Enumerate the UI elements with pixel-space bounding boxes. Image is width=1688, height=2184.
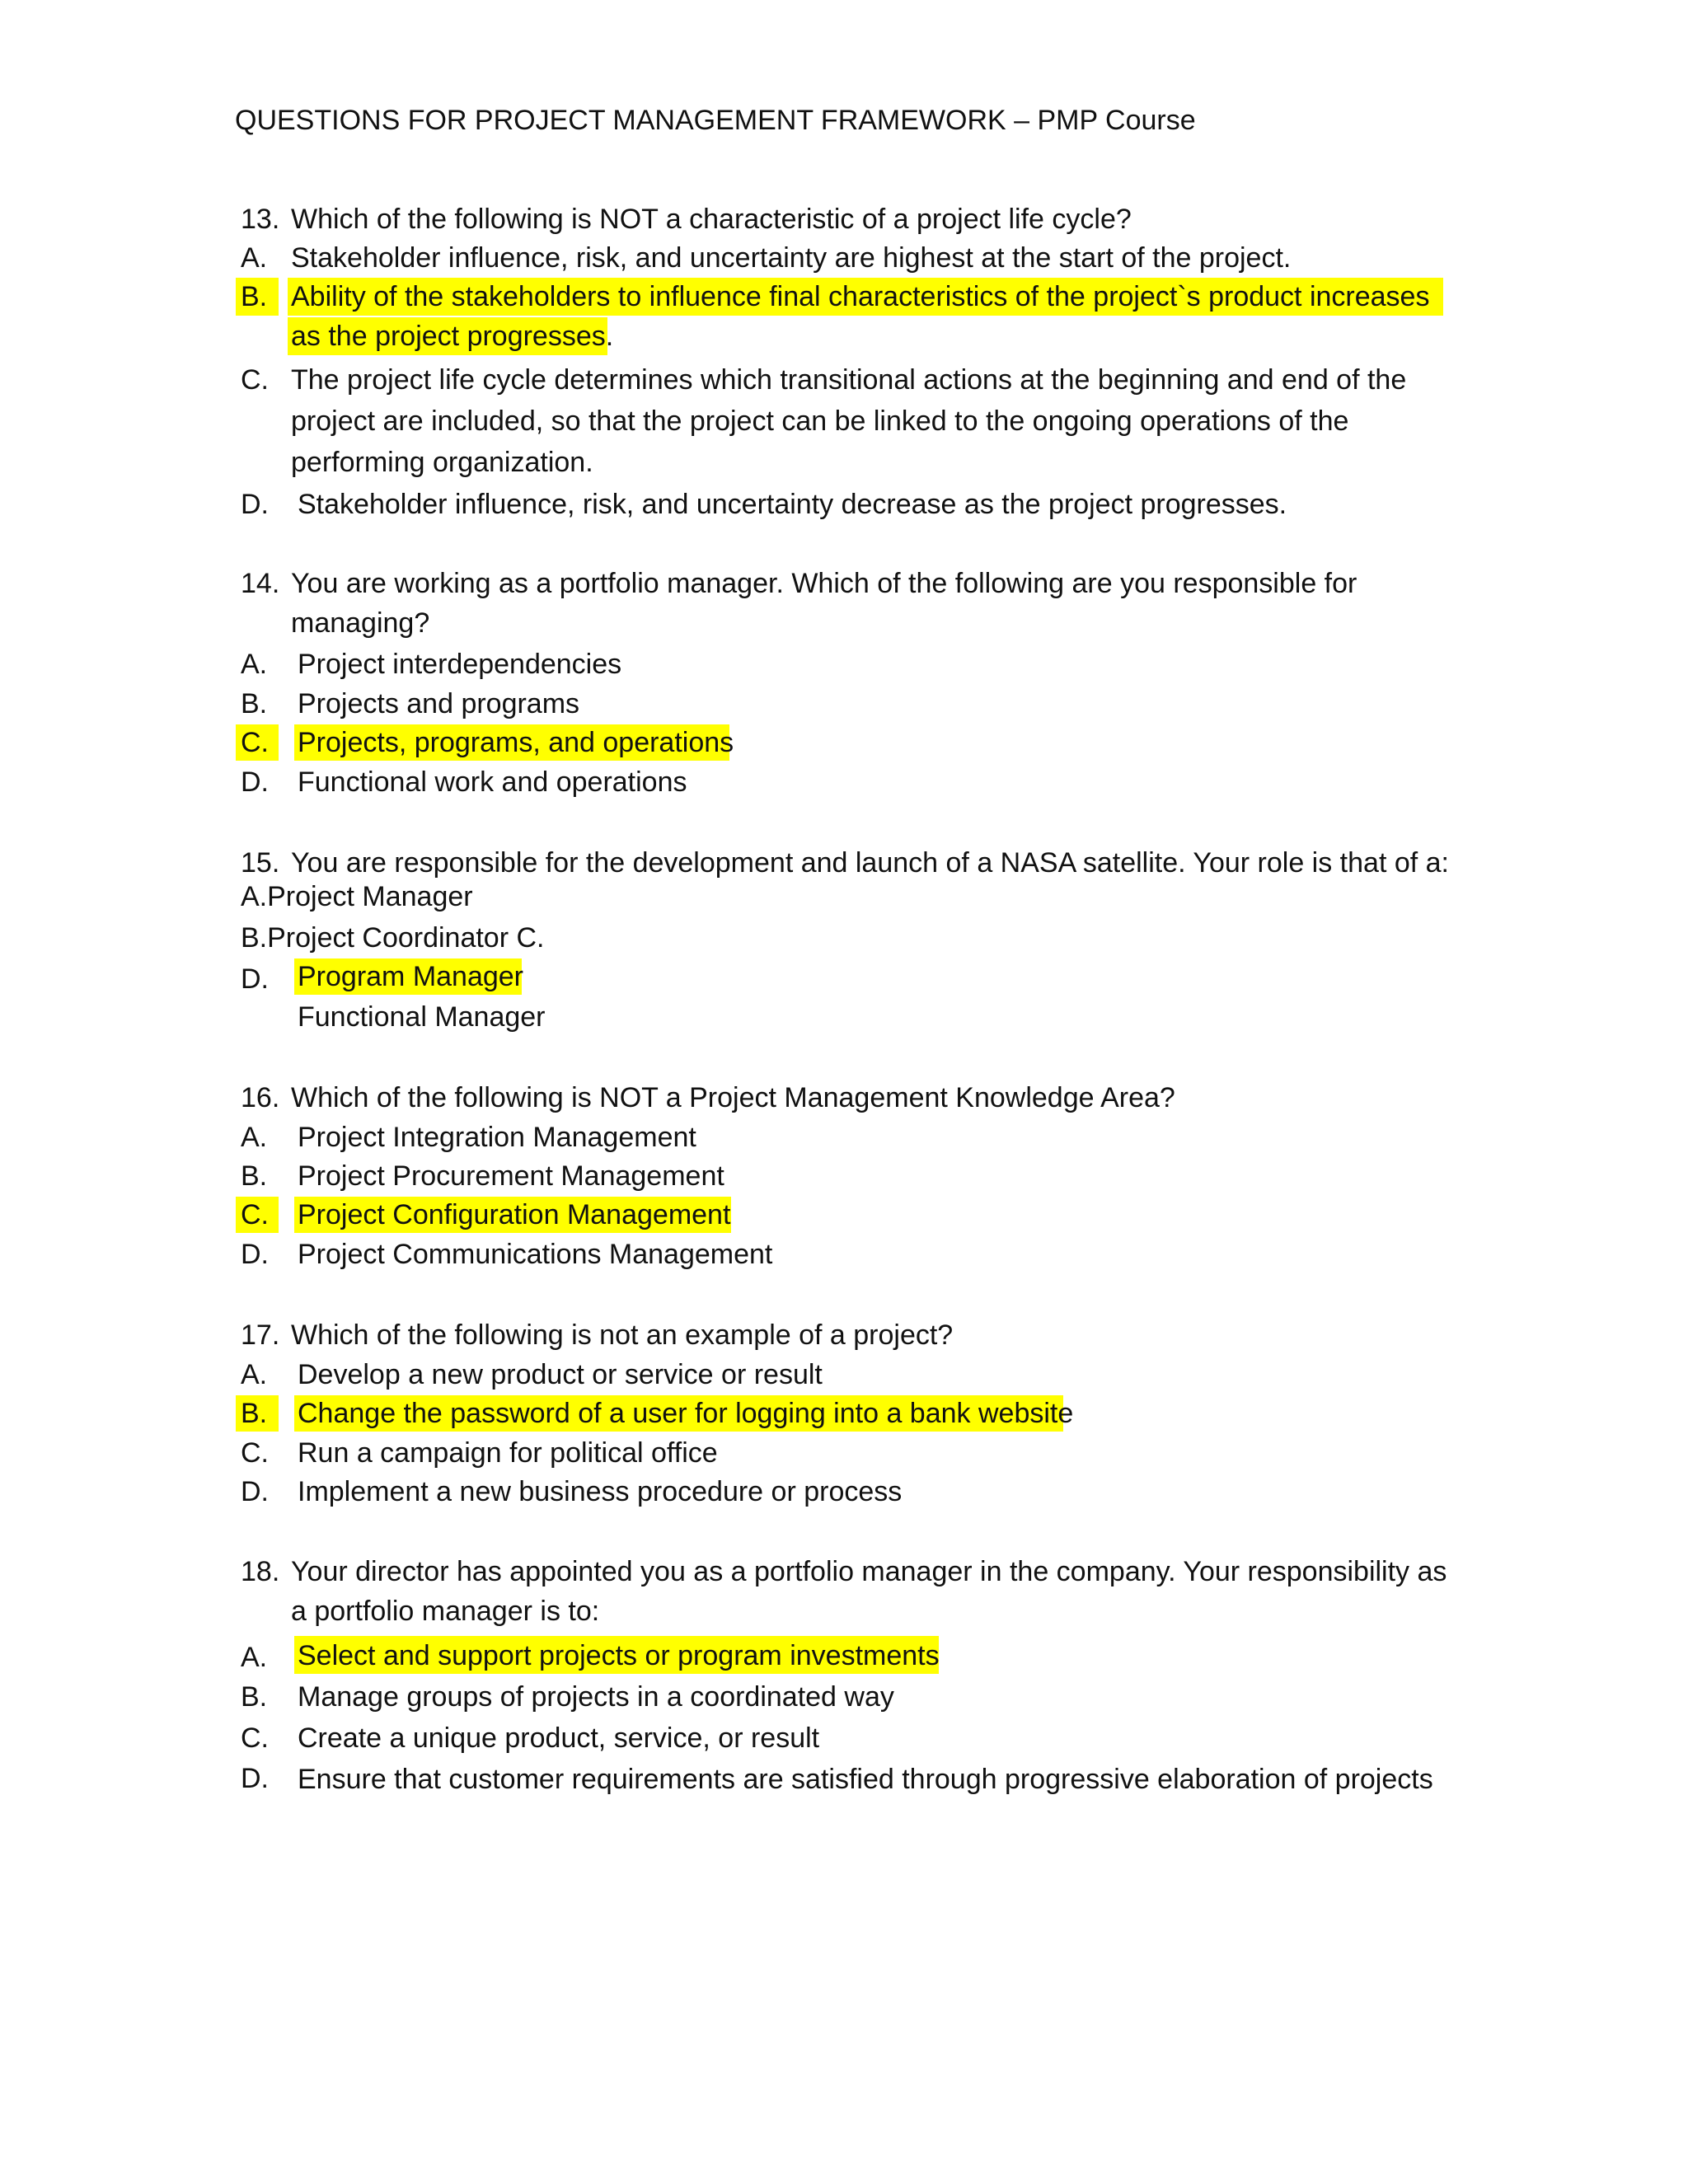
option-letter: D. (241, 963, 269, 995)
question-text: Which of the following is not an example of a project? (291, 1319, 954, 1351)
option-letter: A. (241, 1642, 268, 1673)
option-text-correct: Projects, programs, and operations (298, 727, 734, 758)
option-text: Projects and programs (298, 688, 580, 719)
option-text: The project life cycle determines which transitional actions at the beginning and end of the (291, 364, 1407, 396)
option-line: A.Project Manager (241, 881, 473, 912)
question-number: 13. (241, 204, 280, 235)
option-text: Functional work and operations (298, 766, 687, 798)
question-text: managing? (291, 607, 430, 639)
question-number: 17. (241, 1319, 280, 1351)
question-number: 16. (241, 1082, 280, 1113)
option-text: Stakeholder influence, risk, and uncertainty are highest at the start of the project. (291, 242, 1292, 274)
option-letter-correct: C. (241, 727, 269, 758)
option-letter-correct: B. (241, 281, 268, 312)
option-letter: D. (241, 489, 269, 520)
option-text: Develop a new product or service or result (298, 1359, 823, 1390)
option-letter: A. (241, 242, 268, 274)
option-text: Run a campaign for political office (298, 1437, 718, 1469)
option-letter: C. (241, 364, 269, 396)
question-number: 15. (241, 847, 280, 879)
option-letter: A. (241, 1359, 268, 1390)
option-text: project are included, so that the project can be linked to the ongoing operations of the (291, 405, 1349, 437)
option-letter: A. (241, 649, 268, 680)
option-text: Stakeholder influence, risk, and uncertainty decrease as the project progresses. (298, 489, 1287, 520)
option-line: B.Project Coordinator C. (241, 922, 545, 954)
option-letter: B. (241, 1160, 268, 1192)
document-title: QUESTIONS FOR PROJECT MANAGEMENT FRAMEWORK – PMP Course (235, 105, 1196, 136)
option-text: Manage groups of projects in a coordinated way (298, 1681, 894, 1713)
question-number: 18. (241, 1556, 280, 1587)
option-letter: D. (241, 1239, 269, 1270)
option-letter: C. (241, 1722, 269, 1754)
option-text-correct: Select and support projects or program investments (298, 1640, 940, 1671)
question-text: Which of the following is NOT a Project Management Knowledge Area? (291, 1082, 1175, 1113)
question-text: Which of the following is NOT a characteristic of a project life cycle? (291, 204, 1132, 235)
option-letter: D. (241, 766, 269, 798)
option-text: Project Procurement Management (298, 1160, 724, 1192)
option-text: performing organization. (291, 447, 593, 478)
option-text: Project interdependencies (298, 649, 622, 680)
option-text: Ensure that customer requirements are satisfied through progressive elaboration of projects (298, 1764, 1433, 1795)
option-letter: C. (241, 1437, 269, 1469)
option-letter: B. (241, 1681, 268, 1713)
option-line: Functional Manager (298, 1001, 546, 1033)
option-letter: B. (241, 688, 268, 719)
option-letter-correct: B. (241, 1398, 268, 1429)
option-letter: D. (241, 1763, 269, 1794)
option-text: Implement a new business procedure or process (298, 1476, 903, 1507)
option-text-correct: as the project progresses. (291, 321, 614, 352)
question-number: 14. (241, 568, 280, 599)
option-text-correct: Program Manager (298, 961, 524, 992)
question-text: a portfolio manager is to: (291, 1596, 600, 1627)
option-text: Create a unique product, service, or result (298, 1722, 820, 1754)
question-text: Your director has appointed you as a portfolio manager in the company. Your responsibility as (291, 1556, 1447, 1587)
option-text-correct: Change the password of a user for logging into a bank website (298, 1398, 1074, 1429)
option-text: Project Communications Management (298, 1239, 773, 1270)
question-text: You are working as a portfolio manager. Which of the following are you responsible for (291, 568, 1357, 599)
option-text: Project Integration Management (298, 1122, 696, 1153)
option-text-correct: Ability of the stakeholders to influence final characteristics of the project`s product increases (291, 281, 1430, 312)
option-text-correct: Project Configuration Management (298, 1199, 731, 1230)
option-letter: D. (241, 1476, 269, 1507)
question-text: You are responsible for the development and launch of a NASA satellite. Your role is that of a: (291, 847, 1449, 879)
option-letter-correct: C. (241, 1199, 269, 1230)
option-letter: A. (241, 1122, 268, 1153)
